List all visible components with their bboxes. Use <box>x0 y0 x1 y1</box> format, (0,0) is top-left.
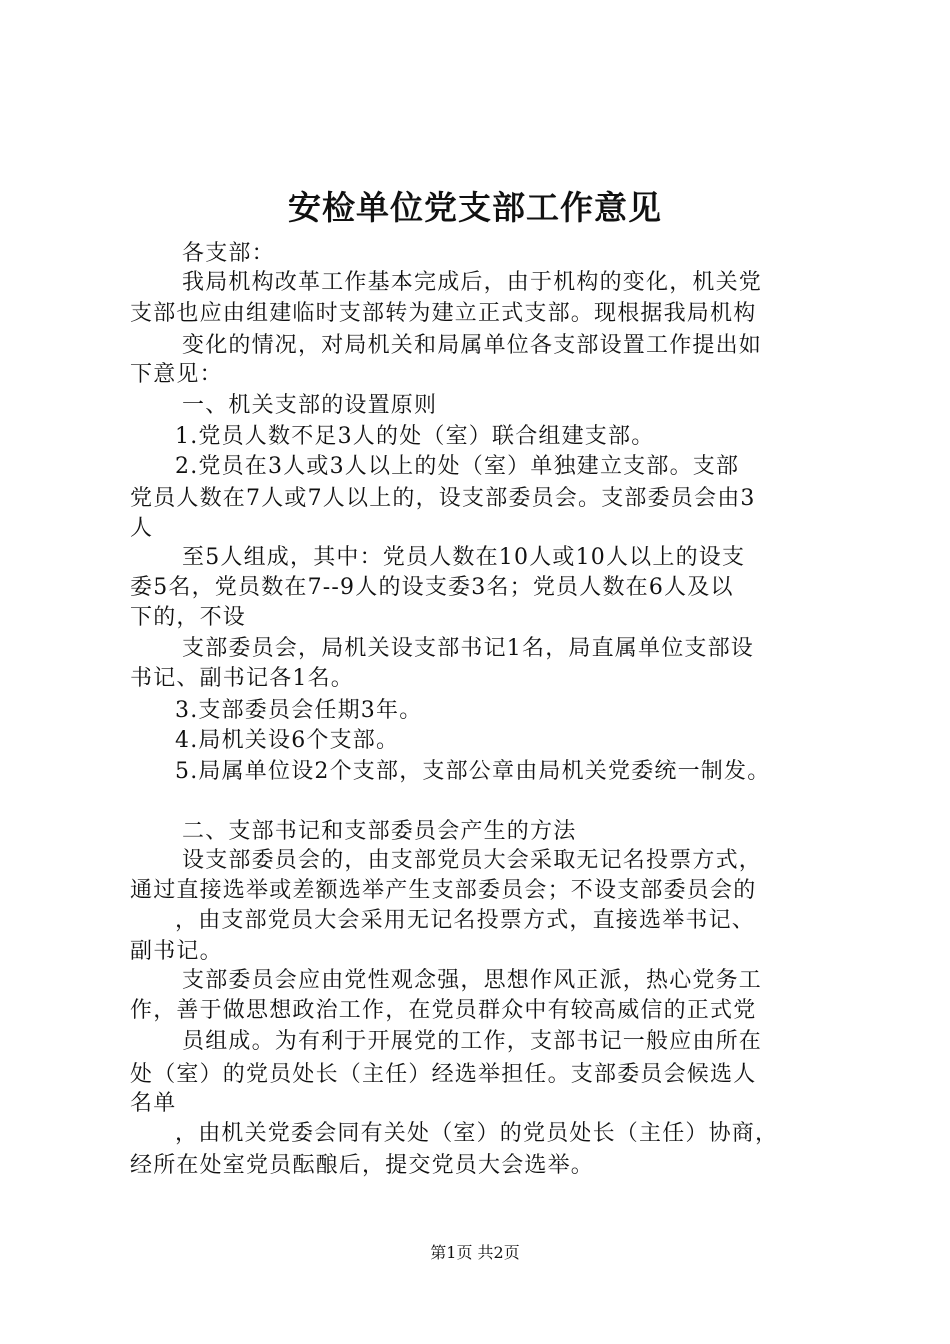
document-title: 安检单位党支部工作意见 <box>288 188 662 227</box>
text-line: 支部委员会应由党性观念强，思想作风正派，热心党务工 <box>182 968 763 993</box>
text-line: 名单 <box>130 1091 177 1116</box>
text-line: 通过直接选举或差额选举产生支部委员会；不设支部委员会的 <box>130 878 757 903</box>
text-line: 至5人组成，其中：党员人数在10人或10人以上的设支 <box>182 545 746 570</box>
text-line: 支部也应由组建临时支部转为建立正式支部。现根据我局机构 <box>130 301 757 326</box>
text-line: 委5名，党员数在7--9人的设支委3名；党员人数在6人及以 <box>130 575 734 600</box>
text-line: ，由机关党委会同有关处（室）的党员处长（主任）协商， <box>175 1121 779 1146</box>
text-line: 书记、副书记各1名。 <box>130 666 354 691</box>
section-heading: 二、支部书记和支部委员会产生的方法 <box>182 819 577 844</box>
text-line: 一、机关支部的设置原则 <box>182 393 438 418</box>
text-line: 2.党员在3人或3人以上的处（室）单独建立支部。支部 <box>175 454 740 479</box>
text-line: 人 <box>130 516 154 541</box>
text-line: 4.局机关设6个支部。 <box>175 728 400 753</box>
text-line: 作，善于做思想政治工作，在党员群众中有较高威信的正式党 <box>130 998 757 1023</box>
text-line: 下的，不设 <box>130 605 247 630</box>
text-line: 经所在处室党员酝酿后，提交党员大会选举。 <box>130 1153 595 1178</box>
text-line: 员组成。为有利于开展党的工作，支部书记一般应由所在 <box>182 1029 763 1054</box>
text-line: 各支部： <box>182 241 275 266</box>
text-line: 设支部委员会的，由支部党员大会采取无记名投票方式， <box>182 848 763 873</box>
text-line: 5.局属单位设2个支部，支部公章由局机关党委统一制发。 <box>175 759 771 784</box>
page-footer: 第1页 共2页 <box>430 1243 520 1262</box>
text-line: 党员人数在7人或7人以上的，设支部委员会。支部委员会由3 <box>130 486 756 511</box>
text-line: 变化的情况，对局机关和局属单位各支部设置工作提出如 <box>182 333 763 358</box>
text-line: 我局机构改革工作基本完成后，由于机构的变化，机关党 <box>182 270 763 295</box>
text-line: 副书记。 <box>130 939 223 964</box>
text-line: 支部委员会，局机关设支部书记1名，局直属单位支部设 <box>182 636 754 661</box>
text-line: 1.党员人数不足3人的处（室）联合组建支部。 <box>175 424 655 449</box>
text-line: 处（室）的党员处长（主任）经选举担任。支部委员会候选人 <box>130 1062 757 1087</box>
text-line: 3.支部委员会任期3年。 <box>175 698 423 723</box>
text-line: ，由支部党员大会采用无记名投票方式，直接选举书记、 <box>175 908 756 933</box>
text-line: 下意见： <box>130 362 223 387</box>
